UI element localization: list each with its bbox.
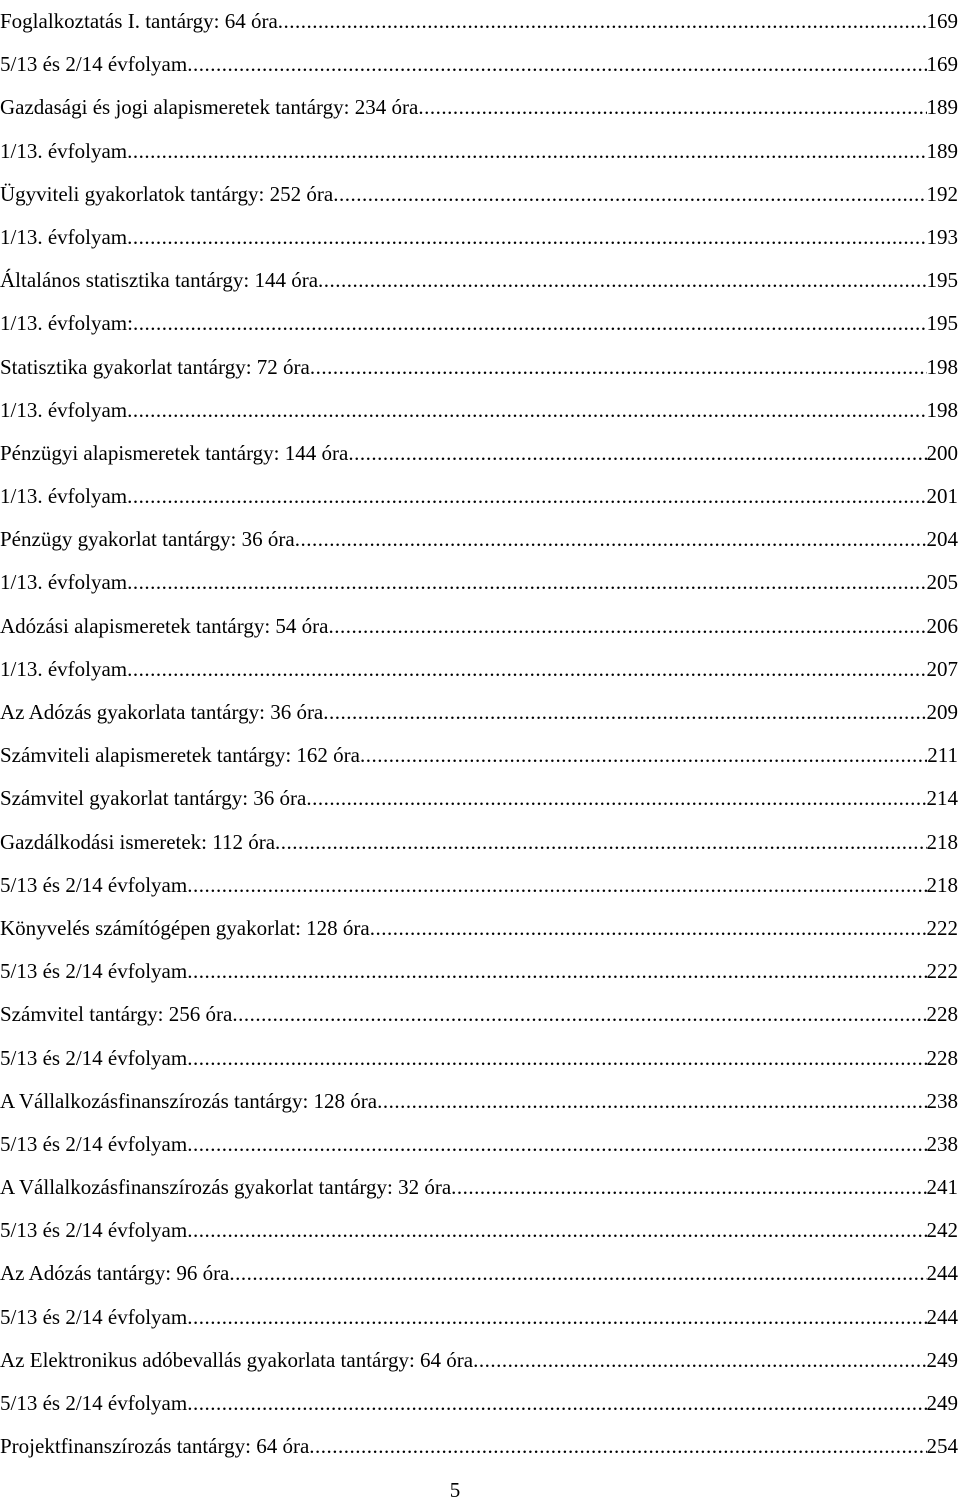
toc-entry-page-number: 249 <box>926 1347 958 1372</box>
toc-entry-title: Ügyviteli gyakorlatok tantárgy: 252 óra <box>0 181 334 206</box>
toc-entry[interactable] <box>0 86 958 129</box>
toc-entry-title: 5/13 és 2/14 évfolyam <box>0 872 188 897</box>
toc-entry[interactable] <box>0 864 958 907</box>
toc-entry-title: Statisztika gyakorlat tantárgy: 72 óra <box>0 354 310 379</box>
toc-dot-leader <box>232 993 926 1036</box>
toc-entry[interactable] <box>0 648 958 691</box>
toc-entry-page-number: 241 <box>926 1175 958 1200</box>
toc-entry[interactable] <box>0 821 958 864</box>
toc-dot-leader <box>127 216 926 259</box>
toc-entry[interactable] <box>0 1166 958 1209</box>
toc-dot-leader <box>187 950 926 993</box>
toc-entry-title: Pénzügy gyakorlat tantárgy: 36 óra <box>0 527 295 552</box>
toc-entry[interactable] <box>0 993 958 1036</box>
toc-entry-title: Foglalkoztatás I. tantárgy: 64 óra <box>0 9 278 33</box>
toc-dot-leader <box>187 1382 926 1425</box>
toc-entry[interactable] <box>0 173 958 216</box>
toc-entry[interactable] <box>0 561 958 604</box>
toc-dot-leader <box>348 432 926 475</box>
toc-entry-title: 1/13. évfolyam <box>0 656 128 681</box>
toc-entry-page-number: 206 <box>926 613 958 638</box>
toc-entry-title: Az Adózás tantárgy: 96 óra <box>0 1261 230 1286</box>
toc-entry-title: Számviteli alapismeretek tantárgy: 162 óra <box>0 743 360 768</box>
toc-entry-page-number: 238 <box>926 1088 958 1113</box>
toc-entry-title: A Vállalkozásfinanszírozás tantárgy: 128 óra <box>0 1088 378 1113</box>
toc-entry-page-number: 169 <box>926 9 958 33</box>
toc-entry-page-number: 222 <box>926 959 958 984</box>
toc-entry-title: Az Adózás gyakorlata tantárgy: 36 óra <box>0 700 324 724</box>
toc-entry-page-number: 209 <box>926 700 958 724</box>
toc-entry-page-number: 200 <box>926 440 958 465</box>
toc-entry[interactable] <box>0 259 958 302</box>
toc-entry-title: Gazdálkodási ismeretek: 112 óra <box>0 829 276 854</box>
toc-dot-leader <box>187 1209 926 1252</box>
toc-dot-leader <box>333 173 926 216</box>
toc-entry-page-number: 228 <box>926 1045 958 1070</box>
toc-entry-title: 5/13 és 2/14 évfolyam <box>0 959 188 984</box>
toc-entry[interactable] <box>0 0 958 43</box>
toc-entry[interactable] <box>0 518 958 561</box>
toc-entry[interactable] <box>0 432 958 475</box>
toc-entry-page-number: 242 <box>926 1218 958 1243</box>
toc-dot-leader <box>306 777 926 820</box>
toc-entry-title: 5/13 és 2/14 évfolyam <box>0 1045 188 1070</box>
toc-entry-title: Gazdasági és jogi alapismeretek tantárgy: 234 óra <box>0 95 419 120</box>
toc-entry[interactable] <box>0 691 958 734</box>
toc-entry-page-number: 198 <box>926 397 958 422</box>
toc-entry[interactable] <box>0 907 958 950</box>
toc-dot-leader <box>187 1123 926 1166</box>
toc-entry[interactable] <box>0 1382 958 1425</box>
toc-entry-page-number: 214 <box>926 786 958 811</box>
toc-dot-leader <box>278 0 927 43</box>
toc-dot-leader <box>377 1080 926 1123</box>
toc-dot-leader <box>187 43 926 86</box>
toc-dot-leader <box>418 86 926 129</box>
toc-entry[interactable] <box>0 1037 958 1080</box>
toc-dot-leader <box>295 518 927 561</box>
toc-entry[interactable] <box>0 302 958 345</box>
toc-entry-title: 1/13. évfolyam <box>0 397 128 422</box>
toc-dot-leader <box>127 561 926 604</box>
toc-entry[interactable] <box>0 216 958 259</box>
toc-entry-title: 5/13 és 2/14 évfolyam <box>0 1131 188 1156</box>
toc-entry-title: 1/13. évfolyam <box>0 484 128 509</box>
toc-entry-page-number: 228 <box>926 1002 958 1027</box>
toc-entry-page-number: 201 <box>926 484 958 509</box>
toc-entry-page-number: 192 <box>926 181 958 206</box>
toc-dot-leader <box>370 907 927 950</box>
toc-dot-leader <box>310 346 927 389</box>
toc-entry[interactable] <box>0 1123 958 1166</box>
toc-entry-title: Számvitel gyakorlat tantárgy: 36 óra <box>0 786 307 811</box>
toc-entry-page-number: 249 <box>926 1391 958 1415</box>
toc-entry[interactable] <box>0 950 958 993</box>
toc-entry-title: Általános statisztika tantárgy: 144 óra <box>0 268 319 293</box>
toc-entry-page-number: 169 <box>926 52 958 77</box>
toc-dot-leader <box>323 691 926 734</box>
toc-entry[interactable] <box>0 1209 958 1252</box>
toc-entry[interactable] <box>0 389 958 432</box>
toc-dot-leader <box>329 605 927 648</box>
toc-dot-leader <box>360 734 927 777</box>
toc-entry-title: 1/13. évfolyam <box>0 224 128 249</box>
toc-entry-title: 5/13 és 2/14 évfolyam <box>0 52 188 77</box>
page-number: 5 <box>449 1478 461 1502</box>
toc-entry-page-number: 195 <box>926 268 958 293</box>
toc-entry[interactable] <box>0 130 958 173</box>
toc-entry-page-number: 218 <box>926 872 958 897</box>
toc-entry-title: Pénzügyi alapismeretek tantárgy: 144 óra <box>0 440 349 465</box>
toc-dot-leader <box>318 259 926 302</box>
toc-entry-page-number: 193 <box>926 224 958 249</box>
toc-entry-title: 5/13 és 2/14 évfolyam <box>0 1304 188 1329</box>
toc-entry[interactable] <box>0 605 958 648</box>
toc-entry-page-number: 244 <box>926 1261 958 1286</box>
toc-entry[interactable] <box>0 1296 958 1339</box>
toc-entry-title: Az Elektronikus adóbevallás gyakorlata tantárgy: 64 óra <box>0 1347 474 1372</box>
toc-entry-page-number: 218 <box>926 829 958 854</box>
toc-dot-leader <box>127 130 926 173</box>
toc-entry-title: Könyvelés számítógépen gyakorlat: 128 óra <box>0 915 370 940</box>
toc-entry-page-number: 189 <box>926 95 958 120</box>
toc-dot-leader <box>127 475 926 518</box>
toc-dot-leader <box>451 1166 926 1209</box>
toc-entry[interactable] <box>0 777 958 820</box>
toc-dot-leader <box>187 1037 926 1080</box>
toc-entry-page-number: 207 <box>926 656 958 681</box>
toc-entry-title: 1/13. évfolyam <box>0 570 128 595</box>
toc-entry-page-number: 211 <box>927 743 958 768</box>
toc-dot-leader <box>229 1252 926 1295</box>
toc-entry[interactable] <box>0 475 958 518</box>
toc-entry-page-number: 254 <box>926 1434 958 1459</box>
toc-entry-page-number: 189 <box>926 138 958 163</box>
toc-entry-title: 5/13 és 2/14 évfolyam <box>0 1218 188 1243</box>
toc-entry-title: A Vállalkozásfinanszírozás gyakorlat tantárgy: 32 óra <box>0 1175 452 1200</box>
toc-entry-page-number: 204 <box>926 527 958 552</box>
toc-entry-title: 1/13. évfolyam <box>0 138 128 163</box>
toc-entry-title: 5/13 és 2/14 évfolyam <box>0 1391 188 1415</box>
toc-entry-page-number: 222 <box>926 915 958 940</box>
toc-entry-page-number: 205 <box>926 570 958 595</box>
toc-dot-leader <box>309 1425 926 1468</box>
toc-dot-leader <box>187 864 926 907</box>
toc-entry-title: Adózási alapismeretek tantárgy: 54 óra <box>0 613 329 638</box>
toc-entry-page-number: 195 <box>926 311 958 336</box>
toc-dot-leader <box>127 389 926 432</box>
toc-entry[interactable] <box>0 1339 958 1382</box>
toc-entry[interactable] <box>0 43 958 86</box>
toc-dot-leader <box>187 1296 926 1339</box>
toc-entry-title: 1/13. évfolyam: <box>0 311 133 336</box>
toc-dot-leader <box>133 302 927 345</box>
toc-dot-leader <box>473 1339 926 1382</box>
toc-dot-leader <box>275 821 926 864</box>
toc-entry-page-number: 198 <box>926 354 958 379</box>
toc-entry[interactable] <box>0 734 958 777</box>
toc-entry[interactable] <box>0 1425 958 1468</box>
toc-entry-title: Projektfinanszírozás tantárgy: 64 óra <box>0 1434 310 1459</box>
toc-entry-page-number: 244 <box>926 1304 958 1329</box>
toc-entry-page-number: 238 <box>926 1131 958 1156</box>
toc-entry-title: Számvitel tantárgy: 256 óra <box>0 1002 233 1027</box>
toc-entry[interactable] <box>0 1080 958 1123</box>
toc-entry[interactable] <box>0 346 958 389</box>
toc-dot-leader <box>127 648 926 691</box>
toc-entry[interactable] <box>0 1252 958 1295</box>
